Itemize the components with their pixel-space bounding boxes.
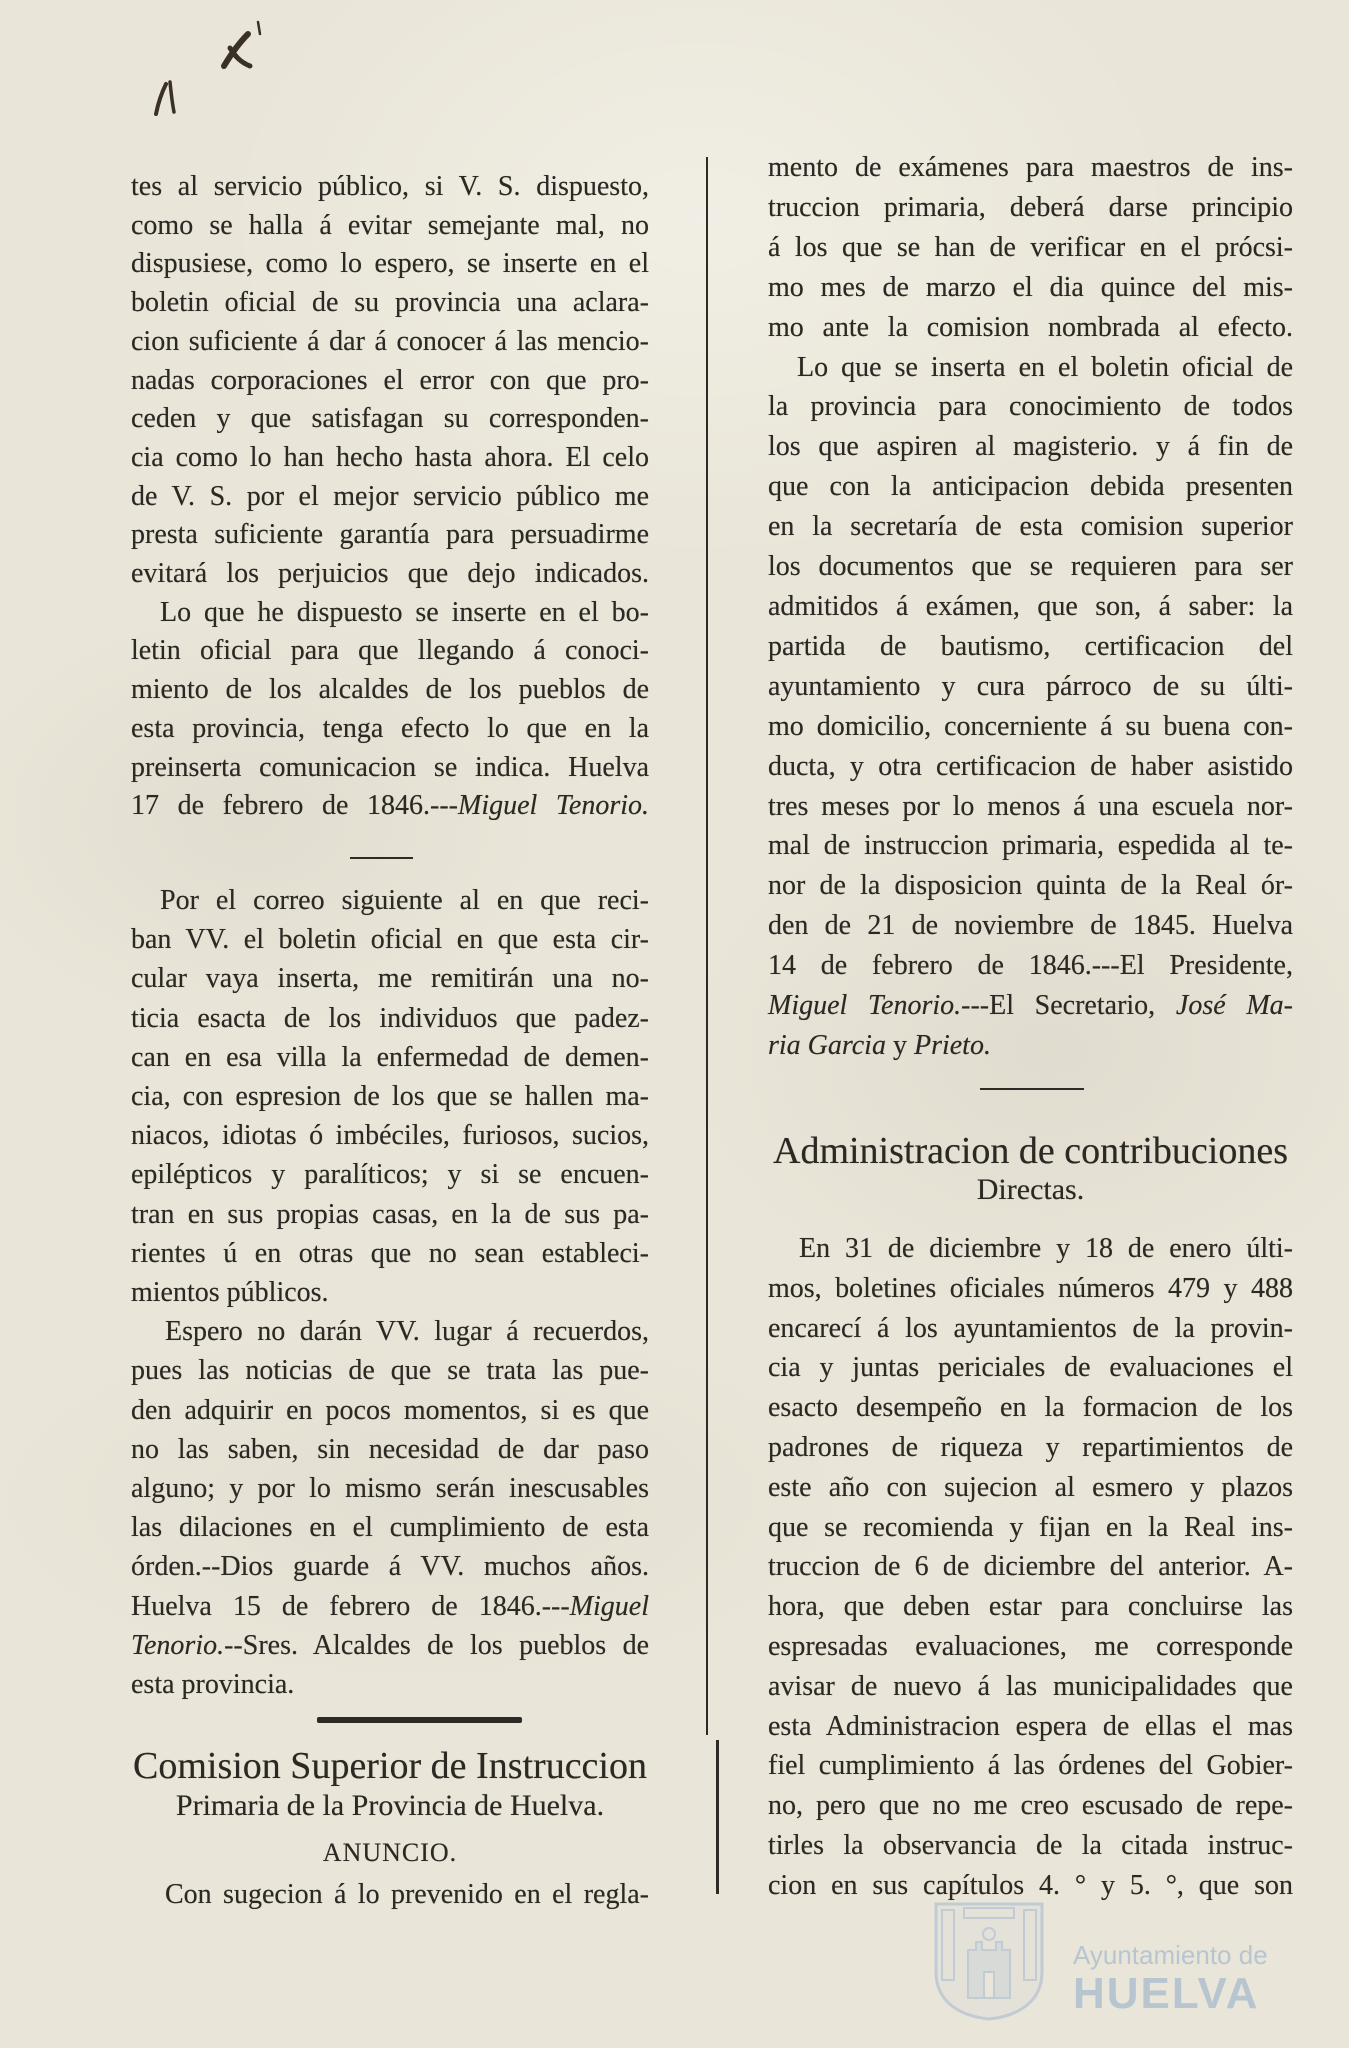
text-line: dispusiese, como lo espero, se inserte en el — [131, 248, 649, 280]
text-line: ceden y que satisfagan su corresponden- — [131, 403, 649, 435]
text-line: cion suficiente á dar á conocer á las mencio- — [131, 325, 649, 357]
text-line: Espero no darán VV. lugar á recuerdos, — [165, 1316, 649, 1348]
text-line: Con sugecion á lo prevenido en el regla- — [165, 1879, 649, 1910]
text-line — [131, 787, 649, 826]
text-line: niacos, idiotas ó imbéciles, furiosos, sucios, — [131, 1120, 649, 1152]
text-line: los documentos que se requieren para ser — [768, 551, 1293, 583]
right-column-upper — [768, 148, 1293, 1066]
text-run: 17 de febrero de 1846.--- — [131, 790, 458, 822]
text-line: den de 21 de noviembre de 1845. Huelva — [768, 910, 1293, 942]
text-line: órden.--Dios guarde á VV. muchos años. — [131, 1551, 649, 1583]
text-line: este año con sujecion al esmero y plazos — [768, 1471, 1293, 1503]
text-line: cia como lo han hecho hasta ahora. El celo — [131, 441, 649, 473]
section-subtitle: Primaria de la Provincia de Huelva. — [175, 1789, 605, 1822]
separator-rule — [350, 857, 413, 859]
italic-text-run: Miguel Tenorio. — [768, 990, 962, 1022]
column-divider — [706, 157, 708, 1735]
text-line: rientes ú en otras que no sean estableci- — [131, 1237, 649, 1269]
handwritten-mark — [140, 14, 280, 124]
text-line: no, pero que no me creo escusado de repe- — [768, 1790, 1293, 1822]
text-line: nadas corporaciones el error con que pro- — [131, 364, 649, 396]
text-line: esta provincia. — [131, 1669, 295, 1701]
separator-rule — [980, 1088, 1084, 1090]
text-line: como se halla á evitar semejante mal, no — [131, 209, 649, 241]
text-line: truccion primaria, deberá darse principio — [768, 191, 1293, 223]
text-run: Huelva 15 de febrero de 1846.--- — [131, 1590, 570, 1622]
right-column-lower — [768, 1229, 1293, 1906]
text-line: ban VV. el boletin oficial en que esta cir- — [131, 924, 649, 956]
italic-text-run: Tenorio. — [131, 1629, 225, 1661]
text-line: partida de bautismo, certificacion del — [768, 630, 1293, 662]
text-line: tes al servicio público, si V. S. dispuesto, — [131, 171, 649, 202]
text-line: admitidos á exámen, que son, á saber: la — [768, 590, 1293, 622]
coat-of-arms-watermark-logo — [930, 1898, 1048, 2022]
text-line: miento de los alcaldes de los pueblos de — [131, 674, 649, 706]
notice-body — [131, 1876, 649, 1914]
text-line: que se recomienda y fijan en la Real ins- — [768, 1511, 1293, 1543]
text-line: esta provincia, tenga efecto lo que en la — [131, 712, 649, 744]
italic-text-run: José Ma- — [1175, 990, 1293, 1022]
italic-text-run: Miguel — [569, 1590, 649, 1622]
text-line: Lo que he dispuesto se inserte en el bo- — [160, 596, 649, 628]
paragraph — [131, 881, 649, 1312]
italic-text-run: ria Garcia — [768, 1029, 886, 1061]
text-line: la provincia para conocimiento de todos — [768, 391, 1293, 423]
italic-text-run: Miguel Tenorio. — [458, 790, 650, 822]
text-run: ---El Secretario, — [961, 990, 1176, 1022]
text-line: nor de la disposicion quinta de la Real ór- — [768, 870, 1293, 902]
notice-label: ANUNCIO. — [322, 1838, 458, 1867]
text-line: epilépticos y paralíticos; y si se encuen- — [131, 1159, 649, 1191]
left-column-circular — [131, 881, 649, 1704]
italic-text-run: Prieto. — [913, 1029, 991, 1061]
text-line: de V. S. por el mejor servicio público me — [131, 480, 649, 512]
section-title: Comision Superior de Instruccion — [133, 1745, 647, 1787]
text-line: los que aspiren al magisterio. y á fin de — [768, 431, 1293, 463]
text-line: tirles la observancia de la citada instruc- — [768, 1829, 1293, 1861]
text-line: can en esa villa la enfermedad de demen- — [131, 1041, 649, 1073]
paragraph — [131, 168, 649, 594]
text-line: fiel cumplimiento á las órdenes del Gobier- — [768, 1750, 1293, 1782]
text-run: y — [885, 1029, 914, 1061]
text-run: --Sres. Alcaldes de los pueblos de — [224, 1629, 649, 1661]
text-line: encarecí á los ayuntamientos de la provin- — [768, 1312, 1293, 1344]
text-line: preinserta comunicacion se indica. Huelva — [131, 751, 649, 783]
text-line — [768, 1026, 1293, 1066]
text-line: mento de exámenes para maestros de ins- — [768, 152, 1293, 183]
paragraph — [768, 348, 1293, 1066]
text-line: ayuntamiento y cura párroco de su últi- — [768, 670, 1293, 702]
text-line: Por el correo siguiente al en que reci- — [160, 885, 649, 916]
text-line — [768, 986, 1293, 1026]
text-line: mos, boletines oficiales números 479 y 488 — [768, 1272, 1293, 1304]
text-line: mo domicilio, concerniente á su buena con- — [768, 710, 1293, 742]
text-line: cular vaya inserta, me remitirán una no- — [131, 963, 649, 995]
column-divider-lower — [716, 1740, 719, 1894]
text-line: boletin oficial de su provincia una aclara- — [131, 287, 649, 319]
text-line: cia y juntas periciales de evaluaciones el — [768, 1352, 1293, 1384]
text-line: En 31 de diciembre y 18 de enero últi- — [799, 1233, 1293, 1264]
text-line: ticia esacta de los individuos que padez- — [131, 1002, 649, 1034]
text-line: mal de instruccion primaria, espedida al te- — [768, 830, 1293, 862]
text-line: letin oficial para que llegando á conoci- — [131, 635, 649, 667]
text-line: no las saben, sin necesidad de dar paso — [131, 1433, 649, 1465]
watermark-text: Ayuntamiento de — [1073, 1940, 1268, 1970]
text-line: padrones de riqueza y repartimientos de — [768, 1431, 1293, 1463]
text-line: las dilaciones en el cumplimiento de esta — [131, 1512, 649, 1544]
paragraph — [768, 1229, 1293, 1906]
text-line: hora, que deben estar para concluirse las — [768, 1591, 1293, 1623]
section-subtitle: Directas. — [976, 1173, 1085, 1206]
text-line: en la secretaría de esta comision superior — [768, 511, 1293, 543]
text-line: mientos públicos. — [131, 1277, 329, 1309]
paragraph — [131, 1876, 649, 1914]
text-line: Lo que se inserta en el boletin oficial de — [797, 351, 1293, 383]
text-line: que con la anticipacion debida presenten — [768, 471, 1293, 503]
thick-separator-rule — [317, 1717, 522, 1723]
text-line: cia, con espresion de los que se hallen ma- — [131, 1081, 649, 1113]
paragraph — [131, 1312, 649, 1704]
text-line: presta suficiente garantía para persuadirme — [131, 519, 649, 551]
text-line: avisar de nuevo á las municipalidades que — [768, 1670, 1293, 1702]
text-line: esacto desempeño en la formacion de los — [768, 1392, 1293, 1424]
text-line: pues las noticias de que se trata las pue- — [131, 1355, 649, 1387]
text-line: espresadas evaluaciones, me corresponde — [768, 1630, 1293, 1662]
text-line: esta Administracion espera de ellas el mas — [768, 1710, 1293, 1742]
text-line: mo ante la comision nombrada al efecto. — [768, 311, 1293, 343]
section-title: Administracion de contribuciones — [773, 1130, 1288, 1172]
text-line: alguno; y por lo mismo serán inescusables — [131, 1473, 649, 1505]
text-line — [131, 1587, 649, 1626]
text-line — [131, 1626, 649, 1665]
text-line: tres meses por lo menos á una escuela nor- — [768, 790, 1293, 822]
paragraph — [131, 594, 649, 826]
text-line: ducta, y otra certificacion de haber asistido — [768, 750, 1293, 782]
watermark-city-name: HUELVA — [1073, 1969, 1260, 2018]
text-line: cion en sus capítulos 4. ° y 5. °, que son — [768, 1869, 1293, 1901]
text-line: evitará los perjuicios que dejo indicados. — [131, 558, 649, 590]
text-line: mo mes de marzo el dia quince del mis- — [768, 271, 1293, 303]
text-line: á los que se han de verificar en el prócsi- — [768, 231, 1293, 263]
text-line: 14 de febrero de 1846.---El Presidente, — [768, 950, 1293, 982]
text-line: den adquirir en pocos momentos, si es que — [131, 1394, 649, 1426]
text-line: tran en sus propias casas, en la de sus pa- — [131, 1198, 649, 1230]
paragraph — [768, 148, 1293, 348]
left-column-upper — [131, 168, 649, 826]
text-line: truccion de 6 de diciembre del anterior. A- — [768, 1551, 1293, 1583]
